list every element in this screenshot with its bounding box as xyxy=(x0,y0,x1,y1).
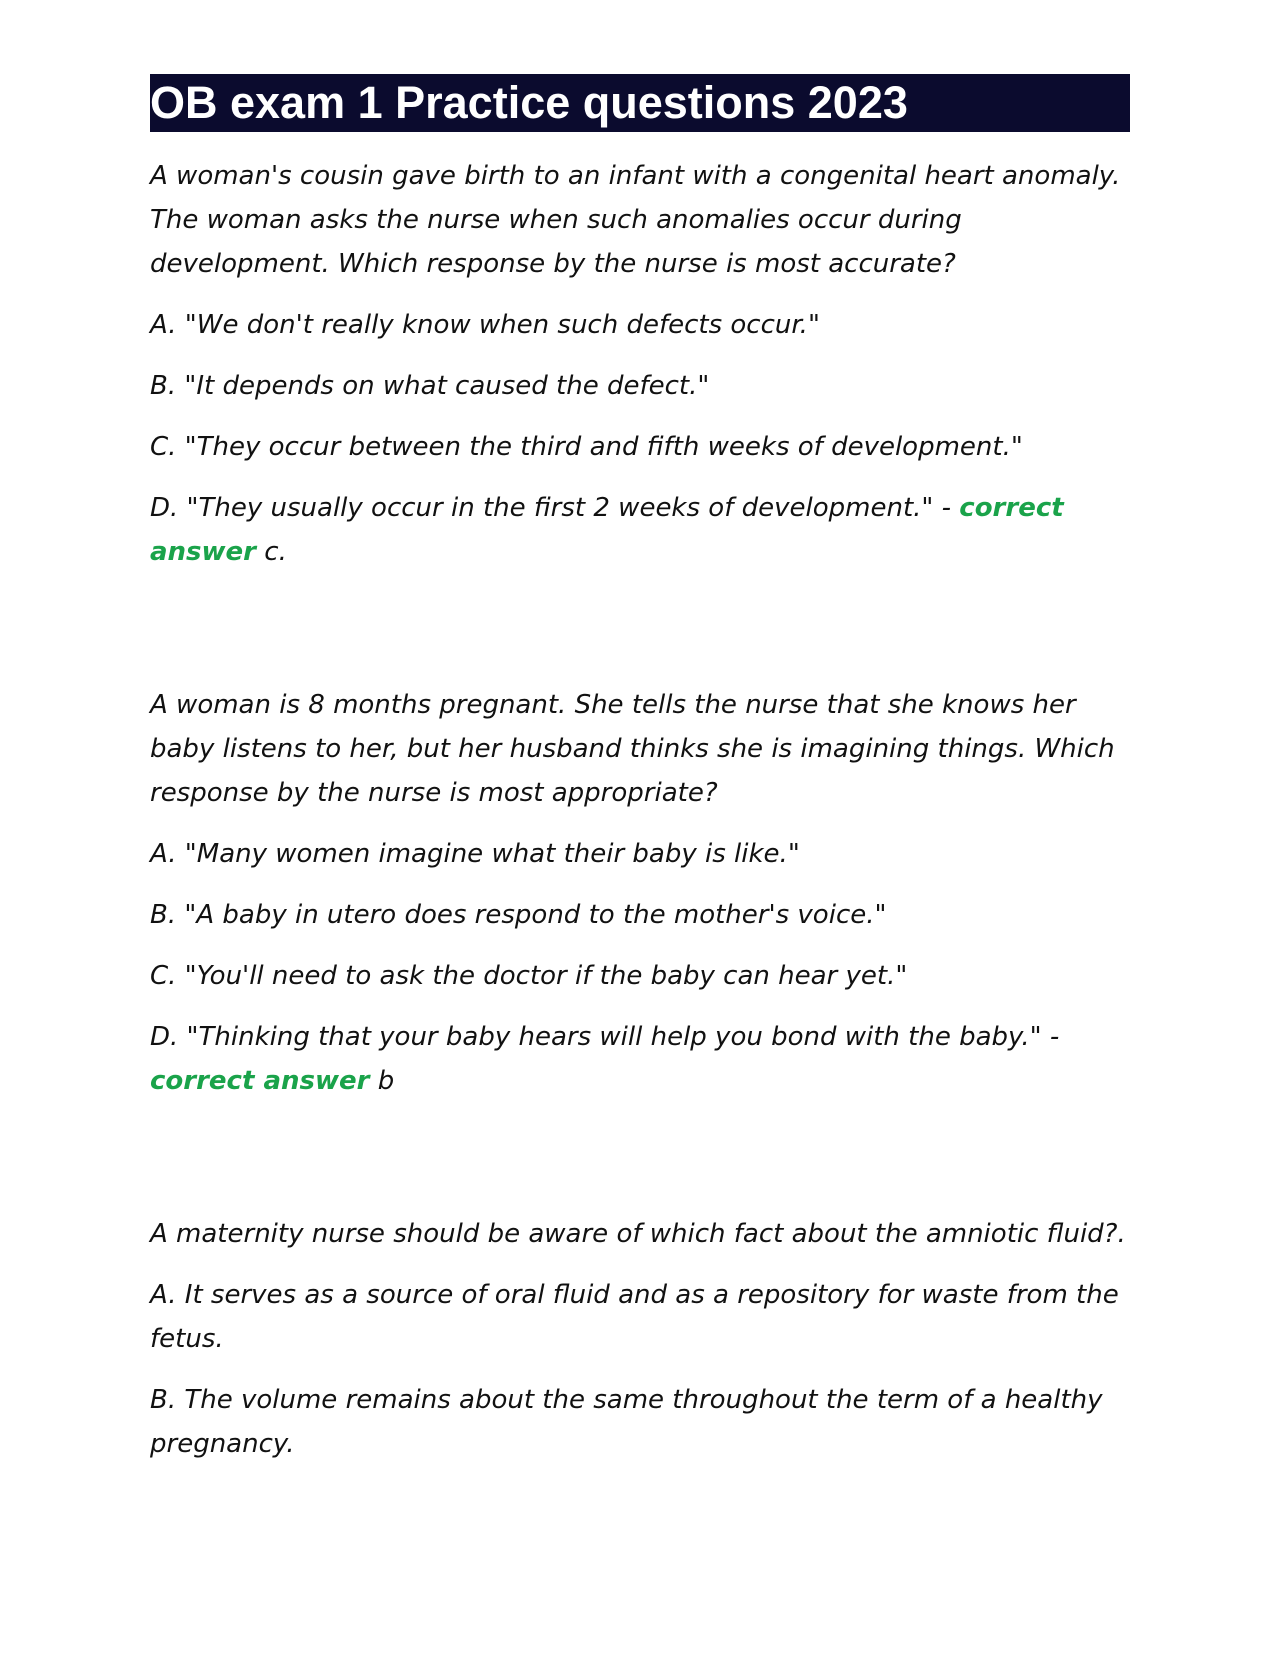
question-3 xyxy=(150,1212,1130,1466)
option-d xyxy=(150,486,1130,574)
option-b: B. "It depends on what caused the defect." xyxy=(150,371,710,401)
option-a: A. "We don't really know when such defects occur." xyxy=(150,310,820,340)
option-a: A. It serves as a source of oral fluid and as a repository for waste from the fetus. xyxy=(150,1280,1119,1354)
option-c: C. "They occur between the third and fifth weeks of development." xyxy=(150,432,1023,462)
question-2 xyxy=(150,683,1130,1103)
option-a: A. "Many women imagine what their baby is like." xyxy=(150,839,800,869)
option-b: B. "A baby in utero does respond to the mother's voice." xyxy=(150,900,887,930)
correct-answer-value: b xyxy=(369,1066,395,1096)
question-stem: A maternity nurse should be aware of which fact about the amniotic fluid?. xyxy=(150,1219,1126,1249)
question-stem: A woman's cousin gave birth to an infant with a congenital heart anomaly. The woman asks the nurse when such anomalies occur during development. Which response by the nurse is most accurate? xyxy=(150,161,1121,279)
document-page xyxy=(150,74,1130,1483)
document-body xyxy=(150,154,1130,1466)
option-d-text: D. "Thinking that your baby hears will help you bond with the baby." - xyxy=(150,1022,1060,1052)
option-d-text: D. "They usually occur in the first 2 weeks of development." - xyxy=(150,493,960,523)
spacer xyxy=(150,1120,1130,1212)
spacer xyxy=(150,591,1130,683)
correct-answer-label: correct answer xyxy=(150,493,1064,567)
title-bar xyxy=(150,74,1130,132)
document-title: OB exam 1 Practice questions 2023 xyxy=(150,77,908,128)
correct-answer-label: correct answer xyxy=(150,1066,370,1096)
option-d xyxy=(150,1015,1130,1103)
option-c: C. "You'll need to ask the doctor if the baby can hear yet." xyxy=(150,961,908,991)
question-1 xyxy=(150,154,1130,574)
correct-answer-value: c. xyxy=(256,537,287,567)
option-b: B. The volume remains about the same throughout the term of a healthy pregnancy. xyxy=(150,1385,1103,1459)
question-stem: A woman is 8 months pregnant. She tells the nurse that she knows her baby listens to her, but her husband thinks she is imagining things. Which response by the nurse is most appropriate? xyxy=(150,690,1115,808)
